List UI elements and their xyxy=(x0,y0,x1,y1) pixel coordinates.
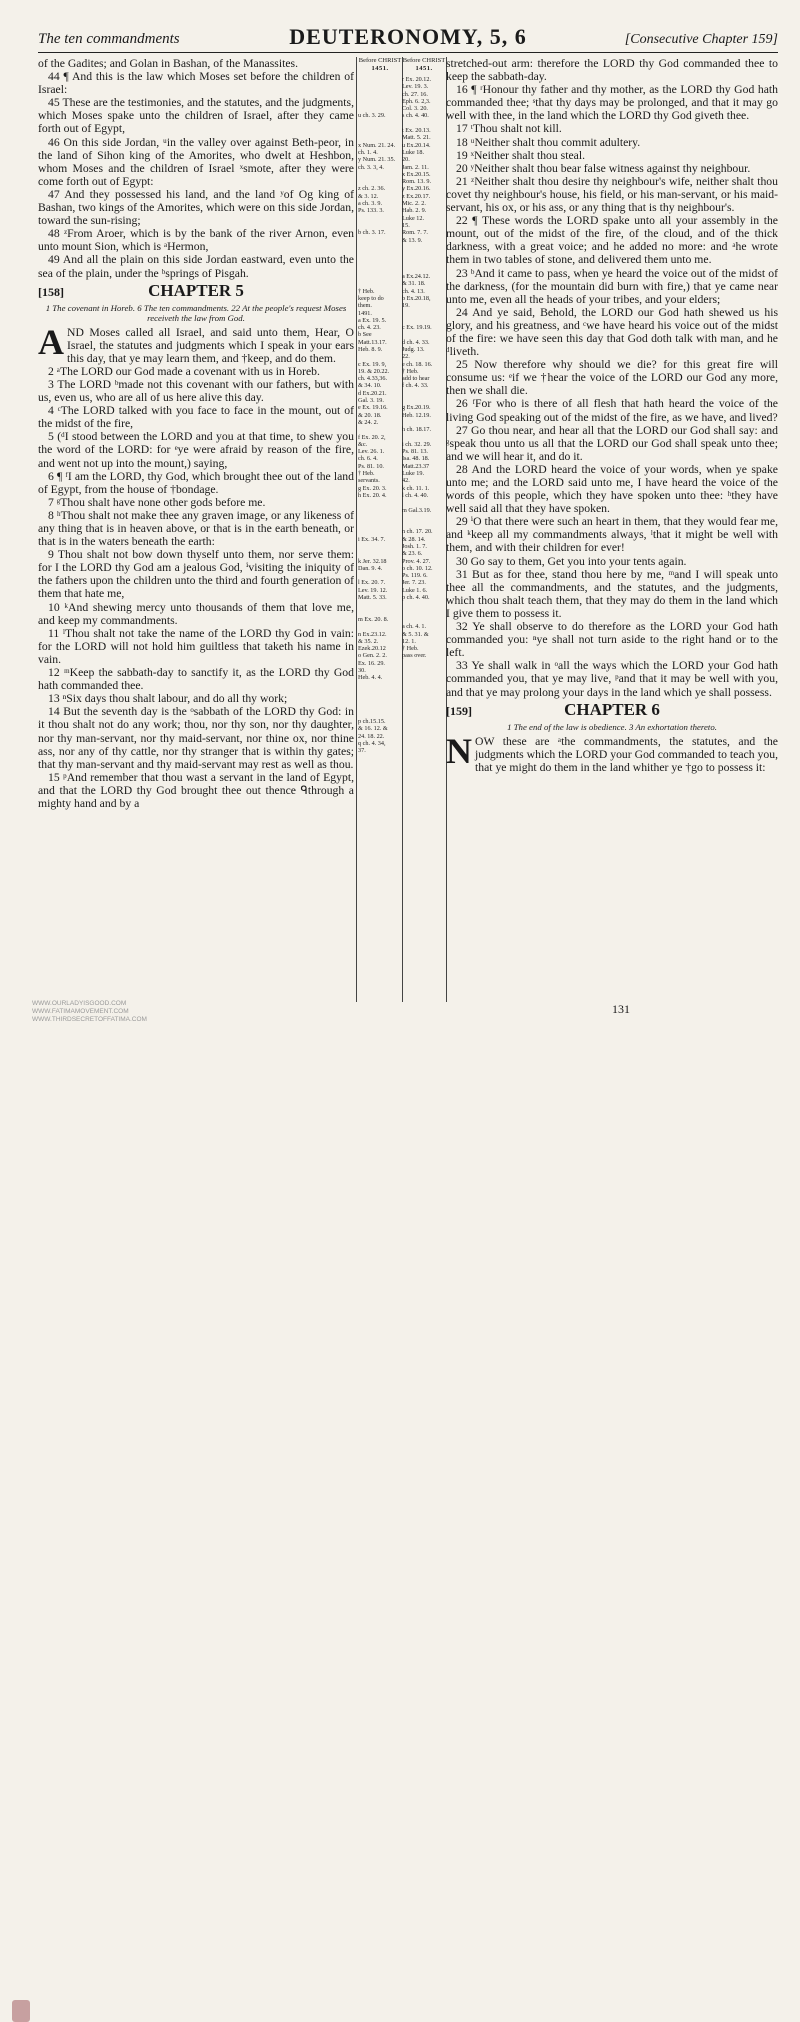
verse: 19 ˣNeither shalt thou steal. xyxy=(456,148,585,162)
cross-reference xyxy=(358,711,402,718)
verse: 29 ⁱO that there were such an heart in them, that they would fear me, and ᵏkeep all my commandments always, ˡthat it might be well with them, and with their children for ever! xyxy=(446,515,778,555)
cross-reference: g Ex.20.19. Heb. 12.19. xyxy=(402,404,431,419)
cross-reference xyxy=(358,353,402,360)
cross-reference xyxy=(402,390,446,397)
footer-url-3[interactable]: WWW.THIRDSECRETOFFATIMA.COM xyxy=(32,1015,147,1023)
verse: 22 ¶ These words the LORD spake unto all your assembly in the mount, out of the midst of the fire, of the cloud, and of the thick darkness, with a great voice; and he added no more: and ᵃhe wrote them in two tables of stone, and delivered them unto me. xyxy=(446,214,778,267)
verse: 24 And ye said, Behold, the LORD our God hath shewed us his glory, and his greatness, and ᶜwe have heard his voice out of the midst of the fire: we have seen this day that God doth talk with man, and he ᵈliveth. xyxy=(446,305,778,359)
left-text-column xyxy=(38,57,354,1012)
verse: 45 These are the testimonies, and the statutes, and the judgments, which Moses spake unto the children of Israel, after they came forth out of Egypt, xyxy=(38,96,354,136)
verse: 14 But the seventh day is the ᵒsabbath of the LORD thy God: in it thou shalt not do any work; thou, nor thy son, nor thy daughter, nor thy man-servant, nor thy maid-servant, nor thine ox, nor thine ass, nor any of thy cattle, nor thy stranger that is within thy gates; that thy man-servant and thy maid-servant may rest as well as thou. xyxy=(38,705,354,771)
cross-reference xyxy=(358,601,402,608)
cross-reference xyxy=(358,528,402,535)
cross-reference xyxy=(358,704,402,711)
cross-reference: l Ex. 20. 7. Lev. 19. 12. Matt. 5. 33. xyxy=(358,579,388,602)
cross-reference: i Ex. 34. 7. xyxy=(358,535,386,543)
verse: 10 ᵏAnd shewing mercy unto thousands of them that love me, and keep my commandments. xyxy=(38,600,354,627)
verse: 11 ˡThou shalt not take the name of the LORD thy God in vain: for the LORD will not hold him guiltless that taketh his name in vain. xyxy=(38,626,354,666)
cross-reference xyxy=(358,623,402,630)
left-reference-column xyxy=(356,57,403,1002)
page-number: 131 xyxy=(612,1002,630,1016)
cross-reference xyxy=(402,310,446,317)
verse-continuation: of the Gadites; and Golan in Bashan, of the Manassites. xyxy=(38,57,298,70)
verse: 12 ᵐKeep the sabbath-day to sanctify it, as the LORD thy God hath commanded thee. xyxy=(38,666,354,693)
cross-reference xyxy=(358,215,402,222)
cross-reference xyxy=(358,258,402,265)
cross-reference: d ch. 4. 33. Judg. 13. 22. e ch. 18. 16. † Heb. add to hear f ch. 4. 33. xyxy=(402,338,433,390)
cross-reference xyxy=(402,521,446,528)
verse-text: OW these are ᵃthe commandments, the statutes, and the judgments which the LORD your God commanded to teach you, that ye might do them in the land whither ye †go to possess it: xyxy=(475,734,778,774)
cross-reference xyxy=(358,134,402,141)
verse: 13 ⁿSix days thou shalt labour, and do all thy work; xyxy=(48,692,288,706)
cross-reference xyxy=(358,609,402,616)
verse: 21 ᶻNeither shalt thou desire thy neighbour's wife, neither shalt thou covet thy neighbour's house, his field, or his man-servant, or his maid-servant, his ox, or his ass, or any thing that is thy neighbour's. xyxy=(446,174,778,215)
cross-reference: p ch.15.15. & 16. 12. & 24. 18. 22. q ch. 4. 34, 37. xyxy=(358,718,388,755)
cross-reference: n ch. 17. 20. & 28. 14. Josh. 1. 7. & 23. 6. Prov. 4. 27. o ch. 10. 12. Ps. 119. 6. Jer. 7. 23. Luke 1. 6. p ch. 4. 40. xyxy=(402,528,433,602)
cross-reference xyxy=(358,696,402,703)
cross-reference: y Num. 21. 35. ch. 3. 3, 4. xyxy=(358,156,396,171)
cross-reference xyxy=(358,222,402,229)
cross-reference: h ch. 18.17. xyxy=(402,426,432,434)
cross-reference xyxy=(402,419,446,426)
verse: 49 And all the plain on this side Jordan eastward, even unto the sea of the plain, under the ᵇsprings of Pisgah. xyxy=(38,253,354,280)
verse: 31 But as for thee, stand thou here by me, ᵐand I will speak unto thee all the commandments, and the statutes, and the judgments, which thou shalt teach them, that they may do them in the land which I give them to possess it. xyxy=(446,567,778,620)
cross-reference: r Ex. 20.12. Lev. 19. 3. ch. 27. 16. Eph. 6. 2,3. Col. 3. 20. s ch. 4. 40. xyxy=(402,76,432,120)
cross-reference xyxy=(402,251,446,258)
cross-reference xyxy=(402,434,446,441)
cross-reference xyxy=(402,266,446,273)
verse: 28 And the LORD heard the voice of your words, when ye spake unto me; and the LORD said unto me, I have heard the voice of the words of this people, which they have spoken unto thee: ʰthey have well said all that they have spoken. xyxy=(446,462,778,516)
chapter-number: [159] xyxy=(446,703,472,718)
cross-reference: f Ex. 20. 2, &c. Lev. 26. 1. ch. 6. 4. Ps. 81. 10. † Heb. servants. g Ex. 20. 3. h Ex. 20. 4. xyxy=(358,433,387,499)
verse: 48 ᶻFrom Aroer, which is by the bank of the river Arnon, even unto mount Sion, which is ᵃHermon, xyxy=(38,227,354,254)
consecutive-chapter: [Consecutive Chapter 159] xyxy=(624,32,778,47)
cross-reference: x Num. 21. 24. ch. 1. 4. xyxy=(358,141,396,156)
cross-reference xyxy=(358,237,402,244)
running-header xyxy=(38,22,778,53)
chapter-title: CHAPTER 5 xyxy=(148,280,244,300)
chapter-summary: 1 The end of the law is obedience. 3 An exhortation thereto. xyxy=(507,721,717,732)
verse: 15 ᵖAnd remember that thou wast a servant in the land of Egypt, and that the LORD thy God brought thee out thence ᑫthrough a mighty hand and by a xyxy=(38,770,354,810)
cross-reference xyxy=(358,76,402,83)
verse-text: ND Moses called all Israel, and said unto them, Hear, O Israel, the statutes and judgments which I speak in your ears this day, that ye may learn them, and †keep, and do them. xyxy=(67,325,354,365)
verse: 20 ʸNeither shalt thou bear false witness against thy neighbour. xyxy=(456,161,751,175)
footer-url-2[interactable]: WWW.FATIMAMOVEMENT.COM xyxy=(32,1007,129,1015)
cross-reference xyxy=(358,266,402,273)
cross-reference xyxy=(358,543,402,550)
cross-reference: m Ex. 20. 8. xyxy=(358,615,389,623)
cross-reference xyxy=(358,689,402,696)
drop-cap: A xyxy=(38,321,64,362)
right-reference-column xyxy=(400,57,447,1002)
verse-1 xyxy=(446,730,778,774)
cross-reference xyxy=(358,83,402,90)
cross-reference xyxy=(358,251,402,258)
cross-reference xyxy=(402,514,446,521)
cross-reference xyxy=(358,514,402,521)
cross-reference xyxy=(358,120,402,127)
cross-reference xyxy=(358,91,402,98)
cross-reference xyxy=(358,550,402,557)
book-title: DEUTERONOMY, 5, 6 xyxy=(289,24,527,49)
verse: 27 Go thou near, and hear all that the LORD our God shall say: and ᵍspeak thou unto us all that the LORD our God shall speak unto thee; and we will hear it, and do it. xyxy=(446,423,778,463)
cross-reference xyxy=(402,244,446,251)
verse: 25 Now therefore why should we die? for this great fire will consume us: ᵉif we †hear the voice of the LORD our God any more, then we shall die. xyxy=(446,358,778,398)
right-text-column xyxy=(446,57,778,1012)
cross-reference xyxy=(358,280,402,287)
cross-reference xyxy=(402,120,446,127)
cross-reference xyxy=(358,244,402,251)
verse: 6 ¶ ᶠI am the LORD, thy God, which brought thee out of the land of Egypt, from the house of †bondage. xyxy=(38,469,354,496)
site-logo-icon xyxy=(12,2000,30,2022)
cross-reference: u ch. 3. 29. xyxy=(358,112,386,120)
cross-reference xyxy=(358,105,402,112)
cross-reference xyxy=(358,178,402,185)
cross-reference: k Jer. 32.18 Dan. 9. 4. xyxy=(358,557,387,572)
footer-url-1[interactable]: WWW.OURLADYISGOOD.COM xyxy=(32,1000,127,1007)
cross-reference: a Ex.24.12. & 31. 18. ch. 4. 13. b Ex.20.18, 19. xyxy=(402,273,431,310)
margin-heading-left: Before CHRIST 1451. xyxy=(358,57,402,72)
cross-reference xyxy=(402,616,446,623)
cross-reference xyxy=(358,127,402,134)
verse: 26 ᶠFor who is there of all flesh that hath heard the voice of the living God speaking out of the midst of the fire, as we have, and lived? xyxy=(446,397,778,424)
section-title: The ten commandments xyxy=(38,31,180,47)
verse: 30 Go say to them, Get you into your tents again. xyxy=(456,554,687,568)
margin-heading-right: Before CHRIST 1451. xyxy=(402,57,446,72)
cross-reference xyxy=(358,98,402,105)
verse: 23 ᵇAnd it came to pass, when ye heard the voice out of the midst of the darkness, (for the mountain did burn with fire,) that ye came near unto me, even all the heads of your tribes, and your elders; xyxy=(446,266,778,306)
cross-reference: t Ex. 20.13. Matt. 5. 21. u Ex.20.14. Luke 18. 20. Jam. 2. 11. x Ex.20.15. Rom. 13. 9. y Ex.20.16. z Ex.20.17. Mic. 2. 2. Hab. 2. 9. Luke 12. 15. Rom. 7. 7. & 13. 9. xyxy=(402,127,432,244)
verse: 5 (ᵈI stood between the LORD and you at that time, to shew you the word of the LORD: for ᵉye were afraid by reason of the fire, and went not up into the mount,) saying, xyxy=(38,430,354,470)
verse-continuation: stretched-out arm: therefore the LORD thy God commanded thee to keep the sabbath-day. xyxy=(446,57,778,84)
verse: 8 ʰThou shalt not make thee any graven image, or any likeness of any thing that is in heaven above, or that is in the earth beneath, or that is in the waters beneath the earth: xyxy=(38,508,354,549)
verse: 9 Thou shalt not bow down thyself unto them, nor serve them: for I the LORD thy God am a jealous God, ⁱvisiting the iniquity of the fathers upon the children unto the third and fourth generation of them that hate me, xyxy=(38,548,354,601)
verse-1 xyxy=(38,321,354,365)
cross-reference xyxy=(402,258,446,265)
cross-reference: † Heb. keep to do them. 1491. a Ex. 19. 5. ch. 4. 23. b See Matt.13.17. Heb. 8. 9. xyxy=(358,287,387,353)
cross-reference xyxy=(358,572,402,579)
chapter-number: [158] xyxy=(38,284,64,299)
cross-reference: c Ex. 19.19. xyxy=(402,324,432,332)
cross-reference xyxy=(402,601,446,608)
chapter-title: CHAPTER 6 xyxy=(564,699,660,719)
cross-reference xyxy=(358,171,402,178)
verse: 47 And they possessed his land, and the land ʸof Og king of Bashan, two kings of the Amorites, which were on this side Jordan, toward the sun-rising; xyxy=(38,187,354,228)
cross-reference: n Ex.23.12. & 35. 2. Ezek.20.12 o Gen. 2. 2. Ex. 16. 29. 30. Heb. 4. 4. xyxy=(358,630,387,682)
cross-reference xyxy=(402,331,446,338)
verse: 16 ¶ ʳHonour thy father and thy mother, as the LORD thy God hath commanded thee; ˢthat thy days may be prolonged, and that it may go well with thee, in the land which the LORD thy God giveth thee. xyxy=(446,83,778,123)
verse: 3 The LORD ᵇmade not this covenant with our fathers, but with us, even us, who are all of us here alive this day. xyxy=(38,377,354,405)
cross-reference xyxy=(402,609,446,616)
cross-reference: i ch. 32. 29. Ps. 81. 13. Isa. 48. 18. Matt.23.37 Luke 19. 42. k ch. 11. 1. l ch. 4. 40. xyxy=(402,440,432,499)
verse: 32 Ye shall observe to do therefore as the LORD your God hath commanded you: ⁿye shall not turn aside to the right hand or to the left. xyxy=(446,620,778,660)
chapter-heading xyxy=(446,699,778,721)
cross-reference: c Ex. 19. 9, 19. & 20.22. ch. 4.33,36. & 34. 10. d Ex.20.21. Gal. 3. 19. e Ex. 19.16. & 20. 18. & 24. 2. xyxy=(358,360,390,426)
verse: 44 ¶ And this is the law which Moses set before the children of Israel: xyxy=(38,70,354,97)
verse: 7 ᵍThou shalt have none other gods before me. xyxy=(48,495,266,509)
cross-reference xyxy=(358,521,402,528)
cross-reference: b ch. 3. 17. xyxy=(358,229,386,237)
verse: 2 ᵃThe LORD our God made a covenant with us in Horeb. xyxy=(48,364,320,378)
cross-reference xyxy=(358,499,402,506)
cross-reference xyxy=(358,426,402,433)
cross-reference xyxy=(402,499,446,506)
verse: 33 Ye shall walk in ᵒall the ways which the LORD your God hath commanded you, that ye may live, ᵖand that it may be well with you, and that ye may prolong your days in the land which ye shall possess. xyxy=(446,659,778,699)
chapter-summary: 1 The covenant in Horeb. 6 The ten commandments. 22 At the people's request Moses receiveth the law from God. xyxy=(45,302,347,323)
cross-reference xyxy=(358,507,402,514)
cross-reference xyxy=(358,273,402,280)
cross-reference: a ch. 4. 1. & 5. 31. & 12. 1. † Heb. pass over. xyxy=(402,623,429,660)
cross-reference: m Gal.3.19. xyxy=(402,506,432,514)
cross-reference xyxy=(358,682,402,689)
cross-reference: z ch. 2. 36. & 3. 12. a ch. 3. 9. Ps. 133. 3. xyxy=(358,185,386,215)
verse: 46 On this side Jordan, ᵘin the valley over against Beth-peor, in the land of Sihon king of the Amorites, who dwelt at Heshbon, whom Moses and the children of Israel ˣsmote, after they were come forth out of Egypt: xyxy=(38,135,354,188)
drop-cap: N xyxy=(446,730,472,771)
verse: 18 ᵘNeither shalt thou commit adultery. xyxy=(456,135,641,149)
verse: 17 ᵗThou shalt not kill. xyxy=(456,122,562,136)
website-footer xyxy=(6,1000,246,1023)
cross-reference xyxy=(402,397,446,404)
chapter-heading xyxy=(38,280,354,302)
verse: 4 ᶜThe LORD talked with you face to face in the mount, out of the midst of the fire, xyxy=(38,404,354,431)
cross-reference xyxy=(402,317,446,324)
